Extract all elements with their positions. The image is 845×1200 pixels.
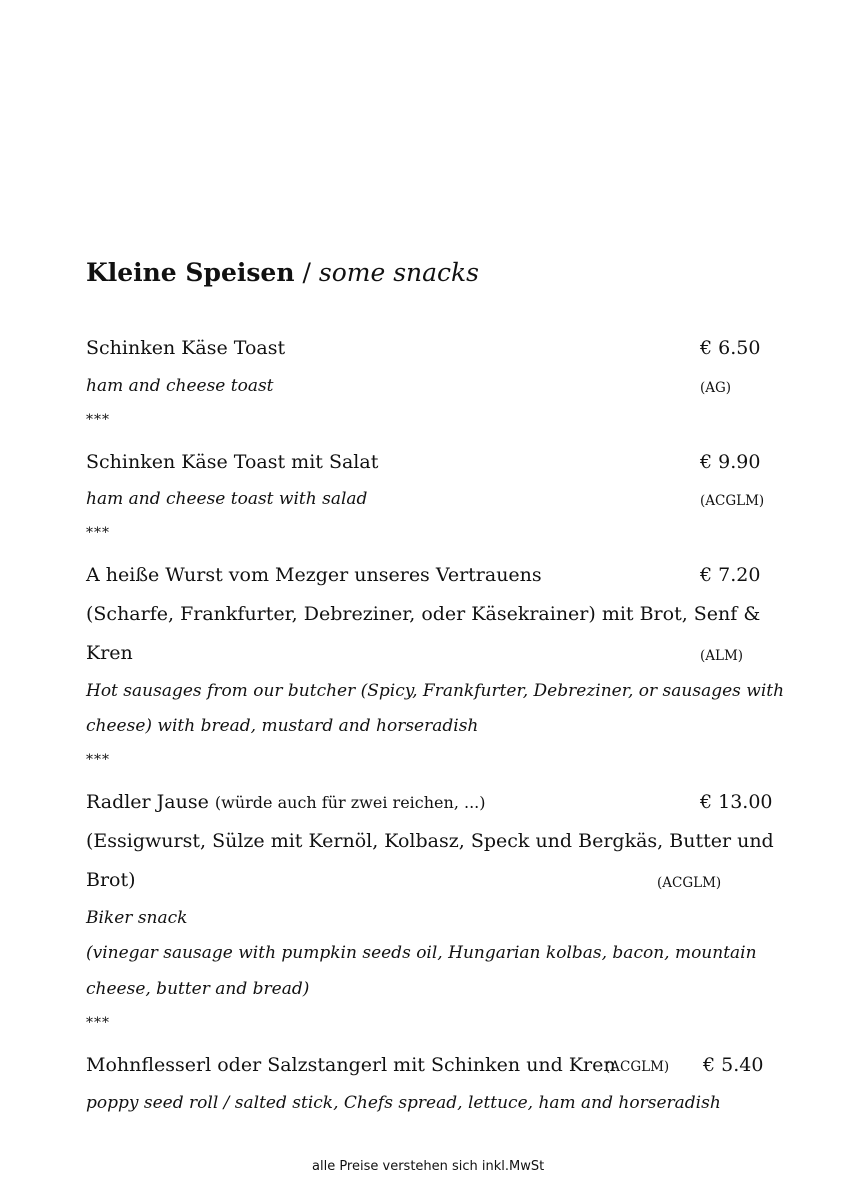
item-translation: ham and cheese toast xyxy=(86,376,274,396)
item-price: € 7.20 xyxy=(700,564,761,586)
item-allergens: (AG) xyxy=(700,380,732,396)
item-description: (Essigwurst, Sülze mit Kernöl, Kolbasz, Speck und Bergkäs, Butter und xyxy=(86,830,774,852)
item-description: (Scharfe, Frankfurter, Debreziner, oder Käsekrainer) mit Brot, Senf & xyxy=(86,603,761,625)
item-separator: *** xyxy=(86,412,110,428)
item-separator: *** xyxy=(86,752,110,768)
item-note: (würde auch für zwei reichen, ...) xyxy=(214,793,486,812)
item-translation: Biker snack xyxy=(86,908,188,928)
item-separator: *** xyxy=(86,1015,110,1031)
item-translation: (vinegar sausage with pumpkin seeds oil, Hungarian kolbas, bacon, mountain xyxy=(86,943,757,963)
item-allergens: (ACGLM) xyxy=(700,493,765,509)
item-name xyxy=(86,791,486,813)
menu-section-title xyxy=(86,258,479,287)
item-translation: cheese) with bread, mustard and horseradish xyxy=(86,716,479,736)
item-translation: ham and cheese toast with salad xyxy=(86,489,368,509)
section-title-german: Kleine Speisen xyxy=(86,258,295,287)
item-translation: poppy seed roll / salted stick, Chefs spread, lettuce, ham and horseradish xyxy=(86,1093,721,1113)
section-title-english: some snacks xyxy=(318,258,480,287)
item-name-text: Radler Jause xyxy=(86,791,209,813)
item-name: Mohnflesserl oder Salzstangerl mit Schinken und Kren xyxy=(86,1054,616,1076)
item-translation: cheese, butter and bread) xyxy=(86,979,310,999)
item-price: € 9.90 xyxy=(700,451,761,473)
item-name: A heiße Wurst vom Mezger unseres Vertrauens xyxy=(86,564,542,586)
section-title-divider: / xyxy=(302,258,311,287)
item-description: Brot) xyxy=(86,869,136,891)
item-price: € 5.40 xyxy=(703,1054,764,1076)
item-name: Schinken Käse Toast xyxy=(86,337,286,359)
item-allergens: (ALM) xyxy=(700,648,744,664)
item-price: € 6.50 xyxy=(700,337,761,359)
item-price: € 13.00 xyxy=(700,791,773,813)
item-translation: Hot sausages from our butcher (Spicy, Frankfurter, Debreziner, or sausages with xyxy=(86,681,785,701)
price-footnote: alle Preise verstehen sich inkl.MwSt xyxy=(312,1159,545,1174)
item-allergens: (ACGLM) xyxy=(605,1059,670,1075)
item-name: Schinken Käse Toast mit Salat xyxy=(86,451,379,473)
item-description: Kren xyxy=(86,642,133,664)
item-separator: *** xyxy=(86,525,110,541)
item-allergens: (ACGLM) xyxy=(657,875,722,891)
